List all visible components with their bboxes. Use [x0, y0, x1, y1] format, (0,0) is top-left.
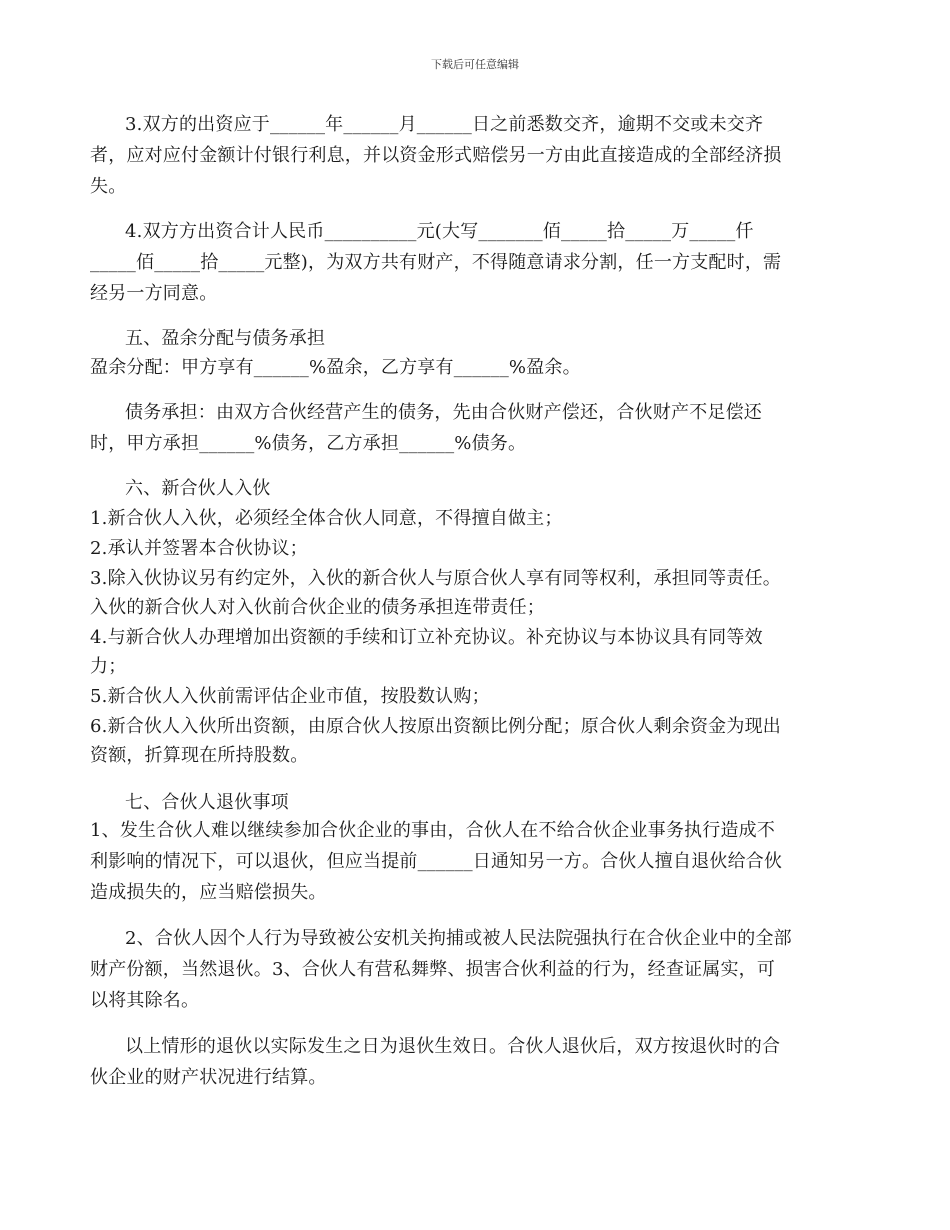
- debt-line-1: 债务承担：由双方合伙经营产生的债务，先由合伙财产偿还，合伙财产不足偿还: [125, 402, 762, 423]
- section6-heading: 六、新合伙人入伙: [125, 478, 271, 499]
- section7-item1-line-2: 利影响的情况下，可以退伙，但应当提前______日通知另一方。合伙人擅自退伙给合伙: [90, 851, 783, 872]
- section7-item2-line-2: 财产份额，当然退伙。3、合伙人有营私舞弊、损害合伙利益的行为，经查证属实，可: [90, 959, 776, 980]
- clause4-line-3: 经另一方同意。: [90, 283, 218, 304]
- clause3-line-2: 者，应对应付金额计付银行利息，并以资金形式赔偿另一方由此直接造成的全部经济损: [90, 145, 782, 166]
- closing-line-1: 以上情形的退伙以实际发生之日为退伙生效日。合伙人退伙后，双方按退伙时的合: [125, 1036, 781, 1057]
- clause3-line-3: 失。: [90, 176, 127, 197]
- section6-line-8: 6.新合伙人入伙所出资额，由原合伙人按原出资额比例分配；原合伙人剩余资金为现出: [90, 716, 781, 737]
- profit-distribution: 盈余分配：甲方享有______%盈余，乙方享有______%盈余。: [90, 357, 581, 378]
- debt-line-2: 时，甲方承担______%债务，乙方承担______%债务。: [90, 433, 527, 454]
- section6-line-9: 资额，折算现在所持股数。: [90, 745, 309, 766]
- download-note: 下载后可任意编辑: [431, 58, 519, 71]
- section6-line-7: 5.新合伙人入伙前需评估企业市值，按股数认购；: [90, 686, 490, 707]
- section7-item1-line-3: 造成损失的，应当赔偿损失。: [90, 882, 327, 903]
- section7-item2-line-3: 以将其除名。: [90, 990, 200, 1011]
- section5-heading: 五、盈余分配与债务承担: [125, 328, 326, 349]
- section6-line-1: 1.新合伙人入伙，必须经全体合伙人同意，不得擅自做主；: [90, 508, 563, 529]
- clause3-line-1: 3.双方的出资应于______年______月______日之前悉数交齐，逾期不交或未交齐: [125, 114, 764, 135]
- closing-line-2: 伙企业的财产状况进行结算。: [90, 1067, 327, 1088]
- section6-line-2: 2.承认并签署本合伙协议；: [90, 538, 308, 559]
- section7-heading: 七、合伙人退伙事项: [125, 792, 289, 813]
- section6-line-6: 力；: [90, 656, 127, 677]
- section7-item1-line-1: 1、发生合伙人难以继续参加合伙企业的事由，合伙人在不给合伙企业事务执行造成不: [90, 820, 776, 841]
- clause4-line-2: _____佰_____拾_____元整)，为双方共有财产，不得随意请求分割，任一方支配时，需: [90, 252, 782, 273]
- clause4-line-1: 4.双方方出资合计人民币__________元(大写_______佰_____拾_____万_____仟: [125, 221, 754, 242]
- section6-line-5: 4.与新合伙人办理增加出资额的手续和订立补充协议。补充协议与本协议具有同等效: [90, 627, 763, 648]
- section7-item2-line-1: 2、合伙人因个人行为导致被公安机关拘捕或被人民法院强执行在合伙企业中的全部: [125, 928, 792, 949]
- section6-line-3: 3.除入伙协议另有约定外，入伙的新合伙人与原合伙人享有同等权利，承担同等责任。: [90, 568, 781, 589]
- section6-line-4: 入伙的新合伙人对入伙前合伙企业的债务承担连带责任；: [90, 597, 545, 618]
